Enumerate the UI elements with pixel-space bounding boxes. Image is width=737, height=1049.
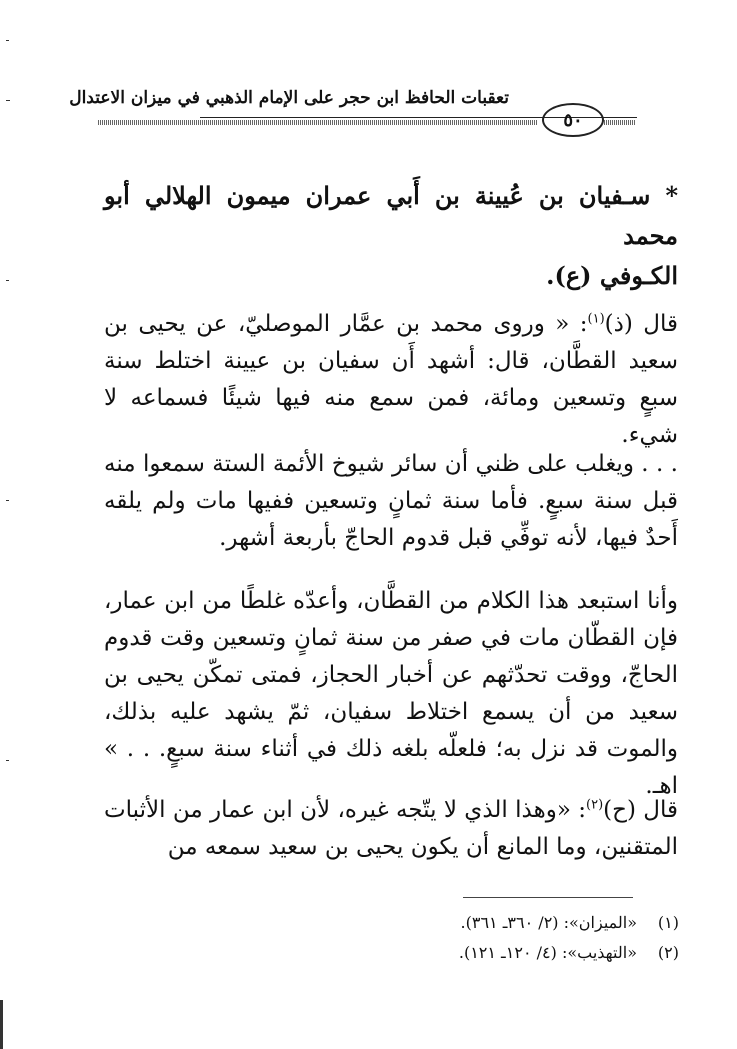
- scan-mark: [6, 280, 9, 281]
- scan-mark: [6, 500, 9, 501]
- paragraph-text: وأنا استبعد هذا الكلام من القطَّان، وأعدّه غلطًا من ابن عمار، فإن القطّان مات في صفر من سنة ثمانٍ وتسعين وقت قدوم الحاجّ، ووقت تحدّثهم عن أخبار الحجاز، فمتى تمكّن يحيى بن سعيد من أن يسمع اختلاط سفيان، ثمّ يشهد عليه بذلك، والموت قد نزل به؛ فلعلّه بلغه ذلك في أثناء سنة سبعٍ. . . » اهـ.: [104, 588, 678, 799]
- scan-edge: [0, 1000, 3, 1049]
- footnote-number: (٢): [657, 943, 679, 962]
- paragraph-text: : «وهذا الذي لا يتّجه غيره، لأن ابن عمار من الأثبات المتقنين، وما المانع أن يكون يحيى بن سعيد سمعه من: [104, 797, 678, 860]
- page-number-text: ٥٠: [563, 109, 583, 131]
- scan-mark: [6, 100, 10, 101]
- footnotes: [459, 908, 679, 968]
- footnote-number: (١): [657, 913, 679, 932]
- paragraph-text: . . . ويغلب على ظني أن سائر شيوخ الأئمة الستة سمعوا منه قبل سنة سبعٍ. فأما سنة ثمانٍ وتسعين ففيها مات ولم يلقه أَحدٌ فيها، لأنه توفِّي قبل قدوم الحاجّ بأربعة أشهر.: [104, 451, 678, 551]
- running-title: تعقبات الحافظ ابن حجر على الإمام الذهبي في ميزان الاعتدال: [69, 88, 509, 108]
- header-ornament-left: [604, 120, 636, 125]
- page-number: [542, 103, 604, 137]
- footnote: [459, 908, 679, 938]
- paragraph-2: [104, 446, 678, 557]
- scan-mark: [6, 760, 9, 761]
- entry-heading-line1: * سـفيان بن عُيينة بن أَبي عمران ميمون الهلالي أبو محمد: [104, 181, 678, 250]
- footnote-ref: (٢): [586, 797, 604, 813]
- footnote-text: «الميزان»: (٢/ ٣٦٠ـ ٣٦١).: [460, 913, 637, 932]
- entry-heading-line2: الكـوفي (ع).: [546, 261, 678, 290]
- paragraph-1: [104, 306, 678, 454]
- paragraph-text: : « وروى محمد بن عمَّار الموصليّ، عن يحيى بن سعيد القطَّان، قال: أشهد أَن سفيان بن عيينة اختلط سنة سبعٍ وتسعين ومائة، فمن سمع منه فيها شيئًا فسماعه لا شيء.: [104, 311, 678, 448]
- paragraph-3: [104, 583, 678, 805]
- header-ornament: [98, 120, 538, 125]
- footnote-ref: (١): [587, 311, 605, 327]
- footnote-text: «التهذيب»: (٤/ ١٢٠ـ ١٢١).: [458, 943, 637, 962]
- scan-mark: [6, 40, 9, 41]
- footnote: [459, 938, 679, 968]
- quote-attribution: قال (ذ): [604, 311, 678, 337]
- paragraph-4: [104, 792, 678, 866]
- quote-attribution: قال (ح): [603, 797, 678, 823]
- entry-heading: [104, 176, 678, 296]
- footnote-rule: [463, 897, 633, 898]
